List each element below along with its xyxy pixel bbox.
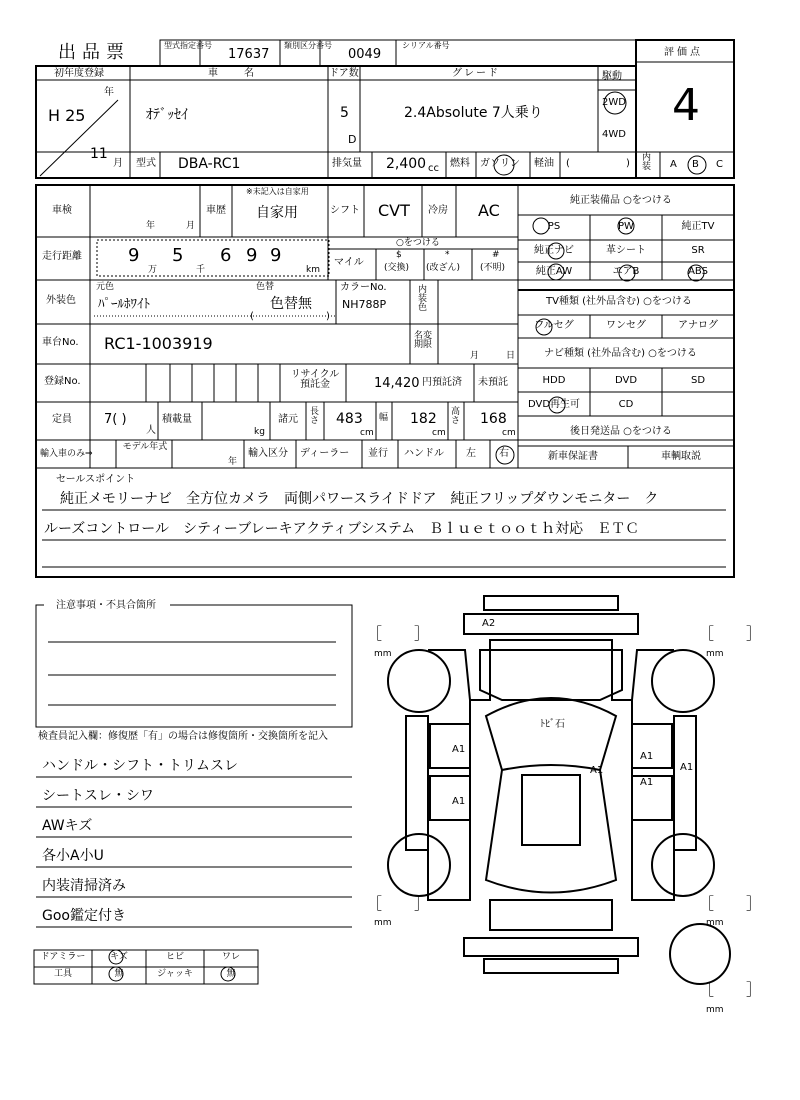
- fuel-paren-open: (: [566, 158, 570, 169]
- equip-navi[interactable]: 純正ナビ: [534, 245, 574, 256]
- length-label: 長さ: [310, 407, 320, 426]
- history: 自家用: [256, 205, 298, 221]
- equip-title: 純正装備品 ○をつける: [570, 195, 672, 206]
- check-crack[interactable]: ヒビ: [165, 952, 184, 962]
- inspection-label: 車検: [52, 205, 72, 216]
- later-manual[interactable]: 車輌取説: [661, 451, 701, 462]
- sales-line-2: ルーズコントロール シティーブレーキアクティブシステム Ｂｌｕｅｔｏｏｔｈ対応 ＥＴＣ: [44, 521, 640, 537]
- model-code: DBA-RC1: [178, 156, 241, 172]
- serial-label: シリアル番号: [402, 41, 450, 50]
- class-number-label: 類別区分番号: [284, 41, 332, 50]
- interior-b[interactable]: B: [692, 159, 699, 170]
- later-title: 後日発送品 ○をつける: [570, 426, 672, 437]
- load-unit: kg: [254, 427, 265, 437]
- mileage-sen: 千: [196, 265, 206, 275]
- repaint-label: 色替: [256, 282, 275, 292]
- tire-mm-fr: mm: [706, 649, 724, 659]
- grade-label: グレード: [452, 68, 500, 79]
- doors: 5: [340, 105, 349, 121]
- repaint-paren-open: (: [250, 311, 254, 322]
- handle-left[interactable]: 左: [466, 448, 476, 459]
- shift: CVT: [378, 201, 410, 220]
- first-reg-month: 11: [90, 146, 108, 162]
- exterior-label: 外装色: [46, 295, 76, 306]
- mileage-label: 走行距離: [42, 251, 82, 262]
- mileage-mile[interactable]: マイル: [334, 257, 364, 268]
- ac: AC: [478, 201, 500, 220]
- navi-dvd[interactable]: DVD: [614, 375, 638, 386]
- mileage-digit-3: 6: [220, 245, 232, 266]
- sales-label: セールスポイント: [56, 474, 136, 485]
- reg-label: 登録No.: [44, 376, 81, 387]
- tire-bracket-spare: ［ ］: [698, 980, 763, 999]
- drive-2wd[interactable]: 2WD: [602, 97, 626, 108]
- length: 483: [336, 411, 363, 427]
- displacement: 2,400: [386, 156, 427, 172]
- equip-pw[interactable]: PW: [618, 221, 634, 232]
- mileage-km: km: [306, 265, 320, 275]
- check-tools-value[interactable]: 無: [114, 969, 124, 979]
- history-note: ※未記入は自家用: [246, 187, 309, 196]
- later-warranty[interactable]: 新車保証書: [548, 451, 598, 462]
- title-change-day: 日: [506, 351, 516, 361]
- equip-leather[interactable]: 革シート: [606, 245, 646, 256]
- note-line-5: 内装清掃済み: [42, 878, 126, 894]
- diagram-a1-right-front: A1: [640, 751, 654, 762]
- import-dealer[interactable]: ディーラー: [300, 448, 350, 459]
- import-label: 輸入車のみ⇒: [40, 449, 93, 459]
- mileage-digit-2: 5: [172, 245, 184, 266]
- height: 168: [480, 411, 507, 427]
- class-number: 0049: [348, 47, 382, 62]
- car-name: ｵﾃﾞｯｾｲ: [146, 107, 188, 123]
- check-broken[interactable]: ワレ: [221, 952, 240, 962]
- fuel-gasoline[interactable]: ガソリン: [480, 158, 520, 169]
- unknown-symbol: #: [492, 250, 500, 260]
- dims-label: 諸元: [278, 414, 298, 425]
- mileage-man: 万: [148, 265, 158, 275]
- navi-hdd[interactable]: HDD: [542, 375, 566, 386]
- score-label: 評価点: [664, 47, 703, 58]
- model-designation: 17637: [228, 47, 270, 62]
- equip-tv[interactable]: 純正TV: [681, 221, 715, 232]
- diagram-a1-door: A1: [590, 765, 604, 776]
- navi-cd[interactable]: CD: [618, 399, 634, 410]
- cc-unit: cc: [428, 163, 439, 174]
- tire-bracket-fl: ［ ］: [366, 624, 431, 643]
- handle-label: ハンドル: [404, 448, 444, 459]
- note-line-3: AWキズ: [42, 818, 93, 834]
- fuel-light-oil[interactable]: 軽油: [534, 158, 554, 169]
- check-tools: 工具: [53, 969, 72, 979]
- equip-abs[interactable]: ABS: [688, 266, 708, 277]
- displacement-label: 排気量: [332, 158, 362, 169]
- mileage-tampered[interactable]: (改ざん): [426, 263, 461, 273]
- recycle-label: リサイクル預託金: [290, 369, 340, 390]
- equip-airbag[interactable]: エアB: [612, 266, 640, 277]
- tire-mm-rl: mm: [374, 918, 392, 928]
- title-change-label: 名変期限: [414, 331, 433, 350]
- width-label: 幅: [379, 413, 389, 423]
- fuel-label: 燃料: [450, 158, 470, 169]
- recycle-status-not[interactable]: 未預託: [478, 377, 508, 388]
- tv-title: TV種類 (社外品含む) ○をつける: [546, 296, 692, 307]
- inspection-year-unit: 年: [146, 221, 156, 231]
- first-reg-era: H 25: [48, 106, 86, 125]
- inspector-label: 検査員記入欄：修復歴「有」の場合は修復箇所・交換箇所を記入: [38, 731, 328, 742]
- interior-c[interactable]: C: [716, 159, 723, 170]
- diagram-a1-left-rear: A1: [452, 796, 466, 807]
- original-color-label: 元色: [96, 282, 115, 292]
- import-class-label: 輸入区分: [248, 448, 288, 459]
- length-unit: cm: [360, 428, 374, 438]
- navi-dvd-play[interactable]: DVD再生可: [527, 399, 581, 410]
- model-year-unit: 年: [228, 457, 238, 467]
- tire-bracket-rl: ［ ］: [366, 894, 431, 913]
- navi-sd[interactable]: SD: [690, 375, 706, 386]
- diagram-a1-left-front: A1: [452, 744, 466, 755]
- ac-label: 冷房: [428, 205, 448, 216]
- form-title: 出品票: [58, 42, 130, 63]
- chassis-label: 車台No.: [42, 337, 79, 348]
- diagram-a1-side: A1: [680, 762, 694, 773]
- import-parallel[interactable]: 並行: [368, 448, 388, 459]
- mileage-unknown[interactable]: (不明): [480, 263, 506, 273]
- month-unit: 月: [113, 158, 123, 169]
- color-no: NH788P: [342, 298, 387, 311]
- tv-oneseg[interactable]: ワンセグ: [606, 320, 646, 331]
- tire-mm-spare: mm: [706, 1005, 724, 1015]
- doors-label: ドア数: [329, 68, 359, 79]
- score: 4: [672, 80, 700, 131]
- tire-mm-rr: mm: [706, 918, 724, 928]
- door-type: D: [348, 133, 357, 146]
- navi-title: ナビ種類 (社外品含む) ○をつける: [544, 348, 697, 359]
- shift-label: シフト: [330, 205, 360, 216]
- repaint-paren-close: ): [326, 311, 330, 322]
- drive-4wd[interactable]: 4WD: [602, 129, 626, 140]
- check-jack: ジャッキ: [157, 969, 193, 979]
- tv-fullseg[interactable]: フルセグ: [534, 320, 574, 331]
- title-change-month: 月: [470, 351, 480, 361]
- width-unit: cm: [432, 428, 446, 438]
- model-year-label: モデル年式: [122, 442, 168, 452]
- note-line-1: ハンドル・シフト・トリムスレ: [42, 758, 238, 774]
- diagram-a2: A2: [482, 618, 496, 629]
- repaint: 色替無: [270, 296, 312, 312]
- tampered-symbol: *: [445, 250, 450, 260]
- equip-sr[interactable]: SR: [691, 245, 705, 256]
- tire-bracket-rr: ［ ］: [698, 894, 763, 913]
- mileage-digit-4: 9: [246, 245, 258, 266]
- color-no-label: カラーNo.: [340, 282, 387, 293]
- car-name-label: 車 名: [208, 68, 256, 79]
- interior-a[interactable]: A: [670, 159, 677, 170]
- interior-label: 内装: [642, 153, 652, 172]
- capacity: 7( ): [104, 412, 127, 427]
- tire-bracket-fr: ［ ］: [698, 624, 763, 643]
- capacity-unit: 人: [146, 425, 156, 436]
- chassis-number: RC1-1003919: [104, 334, 213, 353]
- handle-right[interactable]: 右: [499, 448, 509, 459]
- note-line-4: 各小A小U: [42, 848, 104, 864]
- caution-label: 注意事項・不具合箇所: [56, 600, 156, 611]
- model-label: 型式: [136, 158, 156, 169]
- equip-ps[interactable]: PS: [547, 221, 561, 232]
- check-jack-value[interactable]: 無: [226, 969, 236, 979]
- tire-mm-fl: mm: [374, 649, 392, 659]
- exchange-symbol: $: [396, 250, 402, 260]
- model-designation-label: 型式指定番号: [164, 41, 212, 50]
- note-line-6: Goo鑑定付き: [42, 908, 126, 924]
- width: 182: [410, 411, 437, 427]
- recycle-amount: 14,420: [374, 376, 420, 391]
- recycle-status[interactable]: 円預託済: [422, 377, 462, 388]
- first-reg-label: 初年度登録: [54, 68, 104, 79]
- check-door-mirror: ドアミラー: [40, 952, 86, 962]
- drive-label: 駆動: [602, 71, 622, 82]
- original-color: ﾊﾟｰﾙﾎﾜｲﾄ: [98, 297, 150, 312]
- interior-color-label: 内装色: [418, 285, 428, 313]
- mileage-exchange[interactable]: (交換): [384, 263, 410, 273]
- diagram-a1-right-rear: A1: [640, 777, 654, 788]
- check-scratch[interactable]: キズ: [110, 952, 128, 962]
- mileage-digit-5: 9: [270, 245, 282, 266]
- year-unit: 年: [104, 87, 114, 98]
- height-unit: cm: [502, 428, 516, 438]
- height-label: 高さ: [451, 407, 461, 426]
- diagram-windshield: ﾄﾋﾞ石: [540, 719, 565, 730]
- mileage-mark-label: ○をつける: [396, 238, 440, 248]
- tv-analog[interactable]: アナログ: [678, 320, 718, 331]
- mileage-digit-1: 9: [128, 245, 140, 266]
- history-label: 車歴: [206, 205, 226, 216]
- fuel-paren-close: ): [626, 158, 630, 169]
- note-line-2: シートスレ・シワ: [42, 788, 154, 804]
- inspection-month-unit: 月: [186, 221, 196, 231]
- load-label: 積載量: [162, 414, 192, 425]
- sales-line-1: 純正メモリーナビ 全方位カメラ 両側パワースライドドア 純正フリップダウンモニター ク: [60, 491, 659, 507]
- equip-aw[interactable]: 純正AW: [535, 266, 573, 277]
- capacity-label: 定員: [52, 414, 72, 425]
- grade: 2.4Absolute 7人乗り: [404, 105, 543, 121]
